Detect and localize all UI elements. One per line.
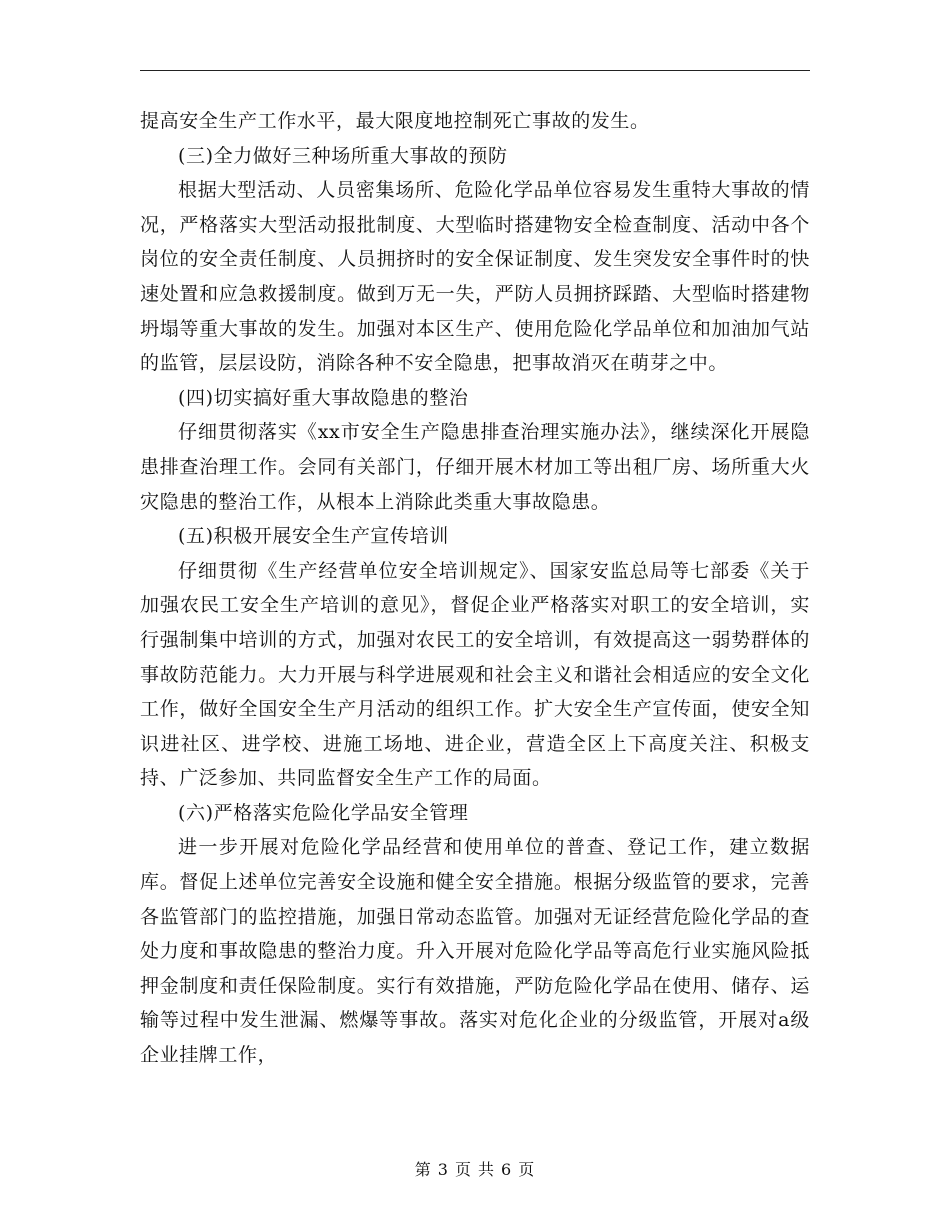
footer-label-page: 第 bbox=[414, 1160, 432, 1179]
paragraph-continuation: 提高安全生产工作水平，最大限度地控制死亡事故的发生。 bbox=[140, 110, 650, 132]
section-heading-6: (六)严格落实危险化学品安全管理 bbox=[178, 801, 469, 824]
footer-total-pages: 6 bbox=[501, 1160, 513, 1179]
paragraph-body: 仔细贯彻落实《xx市安全生产隐患排查治理实施办法》，继续深化开展隐患排查治理工作。会同有关部门，仔细开展木材加工等出租厂房、场所重大火灾隐患的整治工作，从根本上消除此类重大事故隐患。 bbox=[140, 421, 810, 513]
footer-label-total-unit: 页 bbox=[518, 1160, 536, 1179]
document-body bbox=[140, 104, 810, 1073]
footer-current-page: 3 bbox=[437, 1160, 449, 1179]
footer-label-total: 共 bbox=[478, 1160, 496, 1179]
section-heading-4: (四)切实搞好重大事故隐患的整治 bbox=[178, 386, 469, 409]
footer-label-page-unit: 页 bbox=[454, 1160, 472, 1179]
section-heading-5: (五)积极开展安全生产宣传培训 bbox=[178, 525, 449, 548]
header-rule bbox=[140, 70, 810, 71]
paragraph-body: 根据大型活动、人员密集场所、危险化学品单位容易发生重特大事故的情况，严格落实大型活动报批制度、大型临时搭建物安全检查制度、活动中各个岗位的安全责任制度、人员拥挤时的安全保证制度、发生突发安全事件时的快速处置和应急救援制度。做到万无一失，严防人员拥挤踩踏、大型临时搭建物坍塌等重大事故的发生。加强对本区生产、使用危险化学品单位和加油加气站的监管，层层设防，消除各种不安全隐患，把事故消灭在萌芽之中。 bbox=[140, 179, 810, 375]
paragraph-body: 进一步开展对危险化学品经营和使用单位的普查、登记工作，建立数据库。督促上述单位完善安全设施和健全安全措施。根据分级监管的要求，完善各监管部门的监控措施，加强日常动态监管。加强对无证经营危险化学品的查处力度和事故隐患的整治力度。升入开展对危险化学品等高危行业实施风险抵押金制度和责任保险制度。实行有效措施，严防危险化学品在使用、储存、运输等过程中发生泄漏、燃爆等事故。落实对危化企业的分级监管，开展对a级企业挂牌工作， bbox=[140, 836, 810, 1067]
section-heading-3: (三)全力做好三种场所重大事故的预防 bbox=[178, 144, 508, 167]
paragraph-body: 仔细贯彻《生产经营单位安全培训规定》、国家安监总局等七部委《关于加强农民工安全生产培训的意见》，督促企业严格落实对职工的安全培训，实行强制集中培训的方式，加强对农民工的安全培训，有效提高这一弱势群体的事故防范能力。大力开展与科学进展观和社会主义和谐社会相适应的安全文化工作，做好全国安全生产月活动的组织工作。扩大安全生产宣传面，使安全知识进社区、进学校、进施工场地、进企业，营造全区上下高度关注、积极支持、广泛参加、共同监督安全生产工作的局面。 bbox=[140, 559, 810, 790]
page-footer bbox=[0, 1157, 950, 1180]
